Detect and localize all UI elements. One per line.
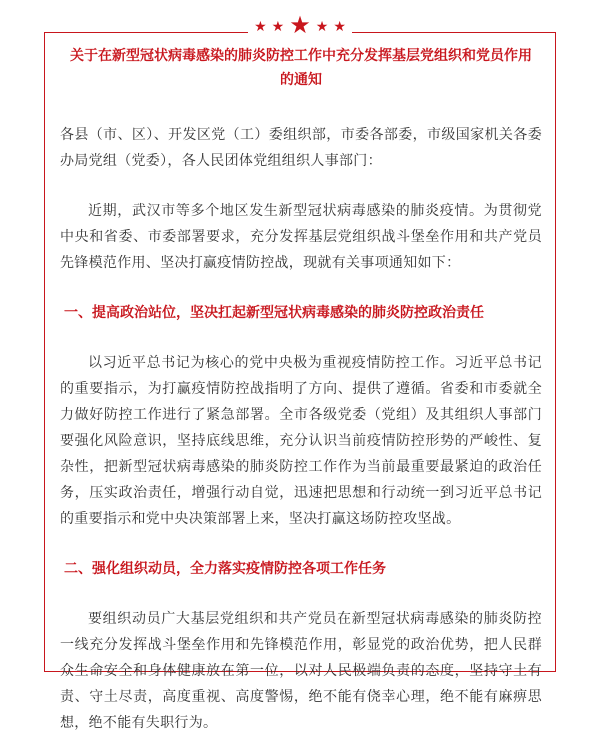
- star-icon: ★: [289, 11, 311, 39]
- section-heading: 二、强化组织动员，全力落实疫情防控各项工作任务: [64, 561, 386, 577]
- star-ornament: [0, 12, 600, 42]
- document-title: 关于在新型冠状病毒感染的肺炎防控工作中充分发挥基层党组织和党员作用的通知: [70, 48, 532, 88]
- section-heading: 一、提高政治站位，坚决扛起新型冠状病毒感染的肺炎防控政治责任: [64, 305, 484, 321]
- recipients-paragraph: 各县（市、区）、开发区党（工）委组织部，市委各部委，市级国家机关各委办局党组（党委），各人民团体党组组织人事部门：: [60, 127, 542, 169]
- section-body: 以习近平总书记为核心的党中央极为重视疫情防控工作。习近平总书记的重要指示，为打赢疫情防控战指明了方向、提供了遵循。省委和市委就全力做好防控工作进行了紧急部署。全市各级党委（党组）及其组织人事部门要强化风险意识，坚持底线思维，充分认识当前疫情防控形势的严峻性、复杂性，把新型冠状病毒感染的肺炎防控工作作为当前最重要最紧迫的政治任务，压实政治责任，增强行动自觉，迅速把思想和行动统一到习近平总书记的重要指示和党中央决策部署上来，坚决打赢这场防控攻坚战。: [60, 355, 542, 527]
- document-body: [60, 44, 542, 736]
- star-icon: ★: [254, 19, 267, 35]
- intro-paragraph: 近期，武汉市等多个地区发生新型冠状病毒感染的肺炎疫情。为贯彻党中央和省委、市委部署要求，充分发挥基层党组织战斗堡垒作用和共产党员先锋模范作用、坚决打赢疫情防控战，现就有关事项通知如下：: [60, 203, 542, 271]
- star-icon: ★: [315, 19, 329, 35]
- section-body: 要组织动员广大基层党组织和共产党员在新型冠状病毒感染的肺炎防控一线充分发挥战斗堡垒作用和先锋模范作用，彰显党的政治优势，把人民群众生命安全和身体健康放在第一位，以对人民极端负责的态度，坚持守土有责、守土尽责，高度重视、高度警惕，绝不能有侥幸心理，绝不能有麻痹思想，绝不能有失职行为。: [60, 611, 542, 731]
- star-icon: ★: [333, 19, 346, 35]
- star-icon: ★: [271, 19, 285, 35]
